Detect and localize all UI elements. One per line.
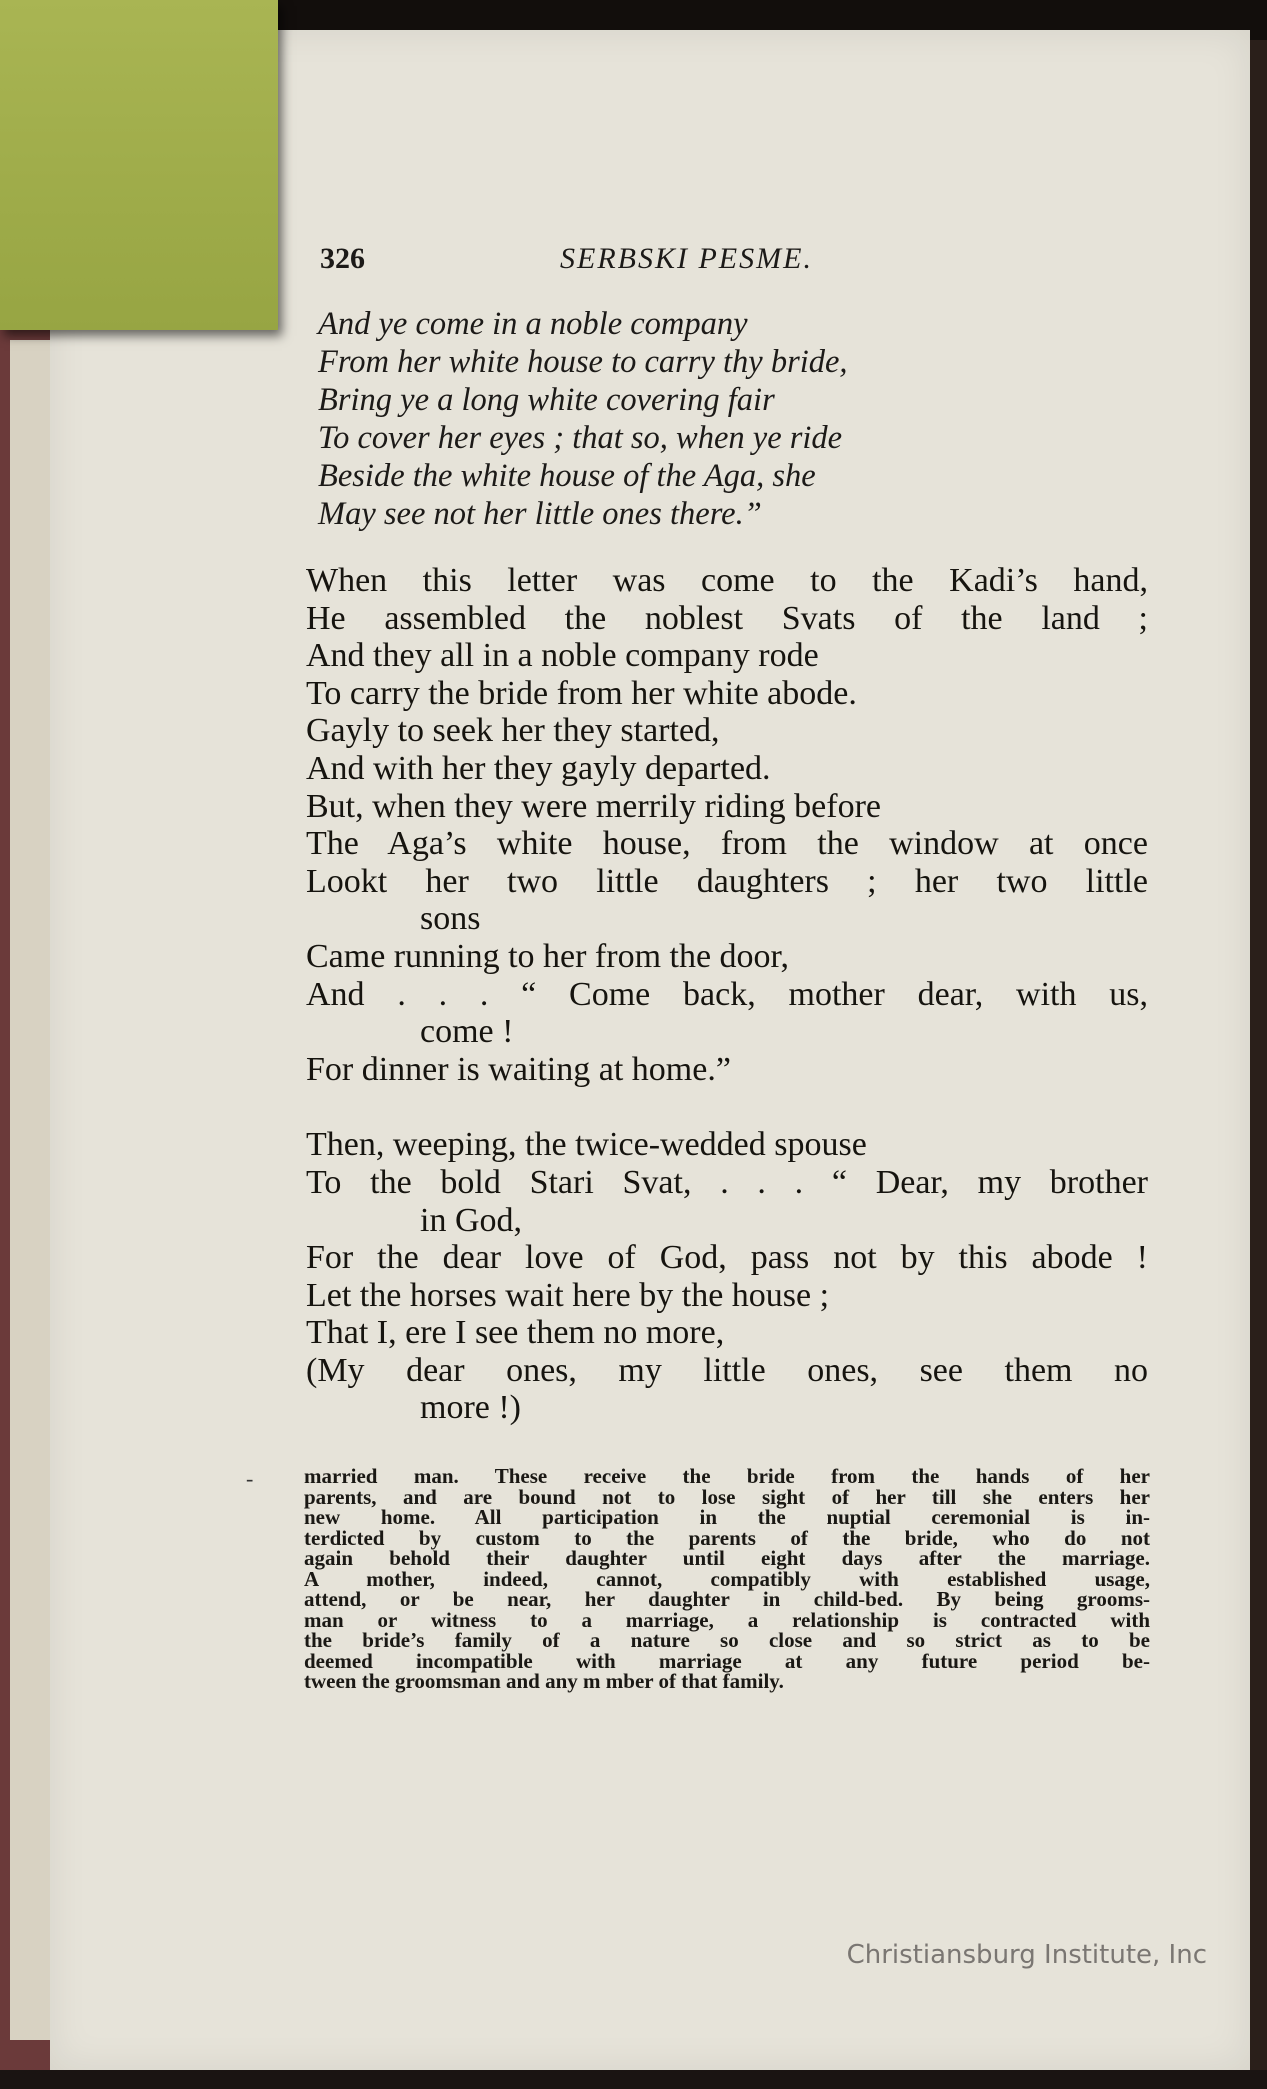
footnote-line: married man. These receive the bride from the hands of her — [304, 1464, 1150, 1488]
poem-line: To the bold Stari Svat, . . . “ Dear, my brother — [306, 1163, 1148, 1201]
footnote-line: attend, or be near, her daughter in child-bed. By being grooms- — [304, 1587, 1150, 1611]
stanza-gap — [306, 1088, 1148, 1126]
poem-line: Bring ye a long white covering fair — [318, 382, 775, 418]
poem-line-continuation: come ! — [420, 1013, 514, 1051]
poem-line: May see not her little ones there.” — [318, 496, 762, 532]
footnote-line: deemed incompatible with marriage at any future period be- — [304, 1648, 1150, 1673]
poem-line: And they all in a noble company rode — [306, 637, 819, 675]
footnote — [304, 1466, 1150, 1692]
poem-line: Gayly to seek her they started, — [306, 712, 720, 750]
poem-line: Then, weeping, the twice-wedded spouse — [306, 1126, 867, 1164]
footnote-line: new home. All participation in the nuptial ceremonial is in- — [304, 1505, 1150, 1529]
green-book-cover — [0, 0, 278, 330]
page-stack-edge — [10, 340, 50, 2040]
poem-line: Lookt her two little daughters ; her two little — [306, 862, 1148, 900]
footnote-line: A mother, indeed, cannot, compatibly with established usage, — [304, 1566, 1150, 1591]
footnote-line: terdicted by custom to the parents of the bride, who do not — [304, 1525, 1150, 1550]
poem-line: Came running to her from the door, — [306, 937, 790, 975]
footnote-line: again behold their daughter until eight days after the marriage. — [304, 1546, 1150, 1570]
poem-line: He assembled the noblest Svats of the land ; — [306, 599, 1148, 637]
poem-line: And ye come in a noble company — [318, 306, 748, 342]
poem-line: And with her they gayly departed. — [306, 749, 771, 787]
poem-body — [306, 562, 1148, 1427]
poem-line: That I, ere I see them no more, — [306, 1314, 725, 1352]
poem-line: For the dear love of God, pass not by this abode ! — [306, 1239, 1148, 1277]
background-bottom-band — [0, 2070, 1267, 2089]
poem-line: To carry the bride from her white abode. — [306, 674, 857, 712]
poem-line: But, when they were merrily riding before — [306, 787, 881, 825]
poem-line: To cover her eyes ; that so, when ye ride — [318, 420, 843, 456]
poem-line: The Aga’s white house, from the window at once — [306, 825, 1148, 863]
poem-line: Let the horses wait here by the house ; — [306, 1276, 830, 1314]
poem-line: When this letter was come to the Kadi’s hand, — [306, 562, 1148, 599]
poem-line-continuation: more !) — [420, 1389, 522, 1427]
page-number: 326 — [320, 242, 365, 275]
margin-mark: - — [246, 1466, 254, 1491]
watermark: Christiansburg Institute, Inc — [846, 1940, 1207, 1970]
poem-line-continuation: sons — [420, 900, 481, 938]
running-title: SERBSKI PESME. — [560, 242, 813, 275]
page-header — [320, 232, 1140, 282]
italic-stanza — [318, 305, 1178, 533]
footnote-line: the bride’s family of a nature so close and so strict as to be — [304, 1628, 1150, 1652]
poem-line: From her white house to carry thy bride, — [318, 344, 848, 380]
footnote-line: parents, and are bound not to lose sight of her till she enters her — [304, 1484, 1150, 1509]
footnote-line: man or witness to a marriage, a relationship is contracted with — [304, 1607, 1150, 1632]
poem-line-continuation: in God, — [420, 1201, 522, 1239]
poem-line: And . . . “ Come back, mother dear, with us, — [306, 975, 1148, 1013]
poem-line: (My dear ones, my little ones, see them no — [306, 1351, 1148, 1389]
poem-line: For dinner is waiting at home.” — [306, 1050, 731, 1088]
poem-line: Beside the white house of the Aga, she — [318, 458, 816, 494]
footnote-line: tween the groomsman and any m mber of that family. — [304, 1669, 784, 1693]
